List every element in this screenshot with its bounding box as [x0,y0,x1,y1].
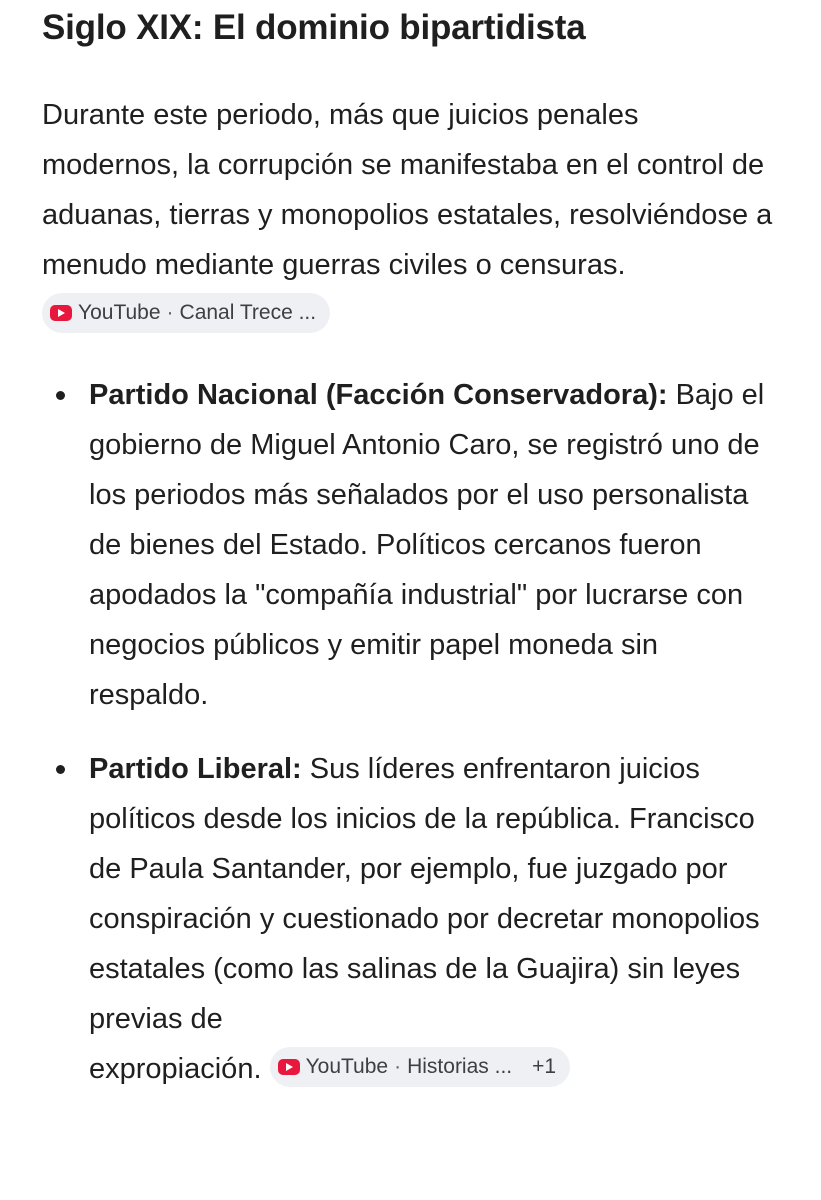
bullet-dot [56,765,65,774]
chip-platform: YouTube [305,1055,389,1079]
source-chip-canal-trece[interactable] [42,293,330,333]
chip-more-sources: +1 [532,1055,557,1079]
list-item-text-tail: expropiación. [89,1053,262,1085]
list-item-partido-liberal [42,744,782,1094]
chip-separator: · [394,1055,402,1079]
chip-platform: YouTube [78,301,161,325]
intro-text: Durante este periodo, más que juicios penales modernos, la corrupción se manifestaba en el control de aduanas, tierras y monopolios estatales, resolviéndose a menudo mediante guerras civiles o censuras. [42,99,773,281]
chip-channel: Historias ... [407,1055,513,1079]
youtube-icon [278,1059,300,1075]
list-item-term: Partido Nacional (Facción Conservadora): [89,379,668,411]
intro-paragraph [42,90,782,340]
list-item-partido-nacional [42,370,782,720]
chip-channel: Canal Trece ... [179,301,317,325]
source-chip-historias[interactable] [270,1047,571,1087]
youtube-icon [50,305,72,321]
list-item-term: Partido Liberal: [89,753,302,785]
bullet-list [42,370,782,1094]
chip-separator: · [166,301,174,325]
response-content [42,0,782,1118]
list-item-text: Bajo el gobierno de Miguel Antonio Caro, se registró uno de los periodos más señalados por el uso personalista de bienes del Estado. Políticos cercanos fueron apodados la "compañía industrial" por lucrarse con negocios públicos y emitir papel moneda sin respaldo. [89,379,765,711]
bullet-dot [56,391,65,400]
list-item-text: Sus líderes enfrentaron juicios políticos desde los inicios de la república. Francisco de Paula Santander, por ejemplo, fue juzgado por conspiración y cuestionado por decretar monopolios estatales (como las salinas de la Guajira) sin leyes previas de [89,753,760,1035]
section-heading: Siglo XIX: El dominio bipartidista [42,8,586,47]
